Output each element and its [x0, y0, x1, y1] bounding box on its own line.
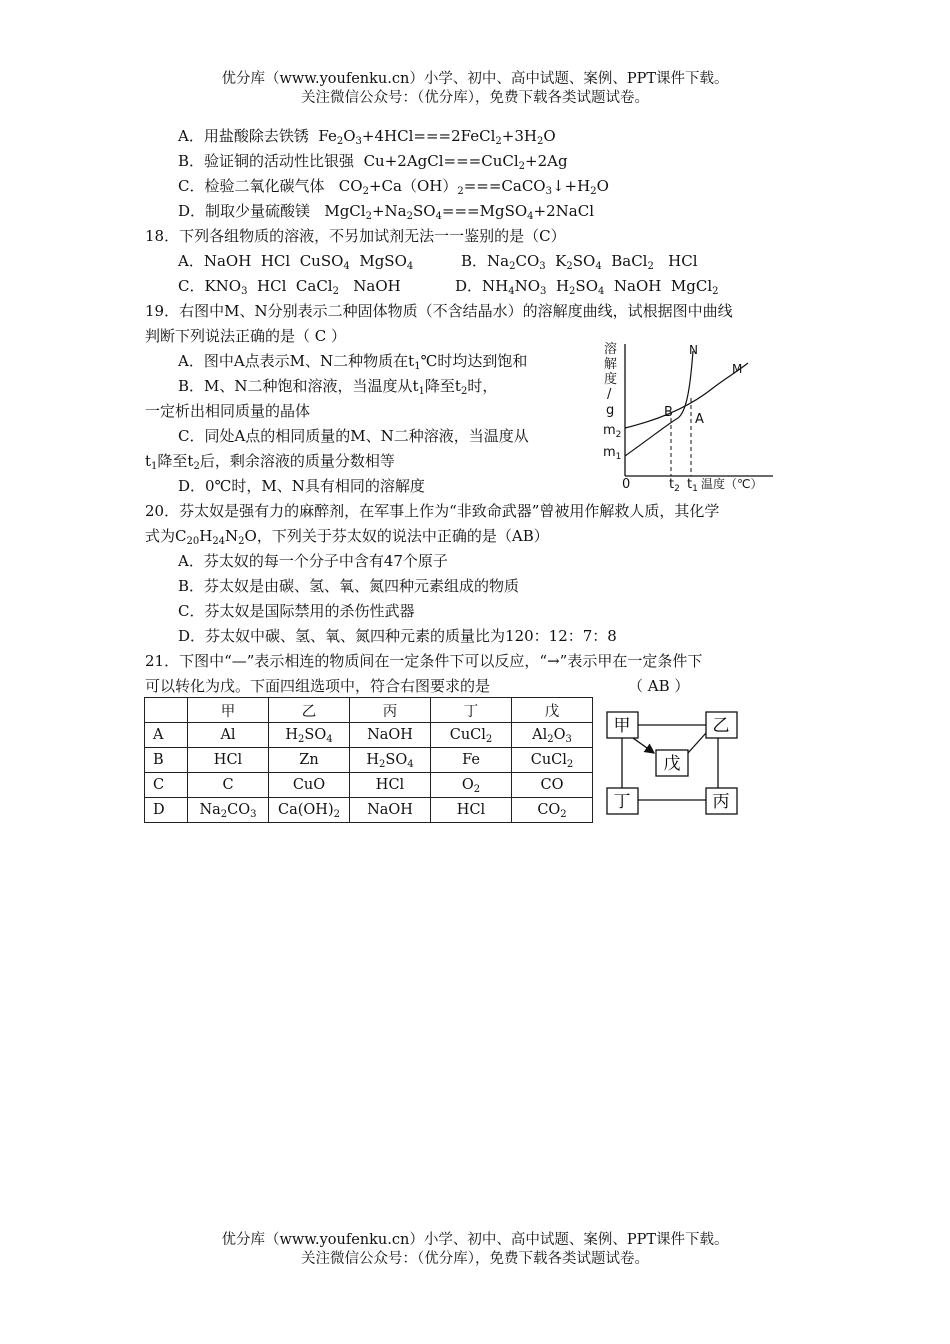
table-header	[145, 698, 188, 723]
curve-m-label: M	[732, 362, 743, 376]
table-header: 乙	[269, 698, 350, 723]
ylabel-char: g	[606, 403, 615, 418]
svg-text:乙: 乙	[712, 716, 730, 736]
q18-stem: 18．下列各组物质的溶液，不另加试剂无法一一鉴别的是（C）	[145, 227, 566, 245]
ylabel-char: /	[607, 387, 612, 402]
q17-option-a: A．用盐酸除去铁锈 $Fe_2O_3+4HCl===2FeCl_2+3H_2O$	[178, 127, 556, 147]
table-cell: CuCl$_2$	[431, 723, 512, 748]
arrow-jia-wu	[633, 738, 654, 753]
q17-option-c: C．检验二氧化碳气体 $CO_2+Ca(OH)_2===CaCO_3↓+H_2O$	[178, 177, 609, 197]
t2-label: $t_2$	[669, 477, 680, 494]
box-jia	[607, 712, 638, 738]
table-cell: $O_2$	[431, 773, 512, 798]
m2-label: $m_2$	[603, 423, 622, 440]
q20-option-c: C．芬太奴是国际禁用的杀伤性武器	[178, 602, 415, 620]
point-a-label: A	[695, 412, 704, 427]
solubility-graph	[598, 336, 788, 496]
q17-option-d: D．制取少量硫酸镁 $MgCl_2+Na_2SO_4===MgSO_4+2NaCl$	[178, 202, 595, 222]
q19-option-c-cont: $t_1$降至$t_2$后，剩余溶液的质量分数相等	[145, 452, 395, 472]
table-cell: $Na_2CO_3$	[188, 798, 269, 823]
origin-label: 0	[622, 477, 631, 492]
table-cell: $H_2SO_4$	[350, 748, 431, 773]
table-cell: HCl	[188, 748, 269, 773]
relation-diagram	[600, 705, 750, 815]
table-cell: $CO_2$	[512, 798, 593, 823]
table-cell: CO	[512, 773, 593, 798]
table-cell: HCl	[431, 798, 512, 823]
table-header: 戊	[512, 698, 593, 723]
q21-answer: （ AB ）	[628, 677, 690, 695]
q20-option-a: A．芬太奴的每一个分子中含有47个原子	[178, 552, 448, 570]
table-cell: HCl	[350, 773, 431, 798]
table-header: 丁	[431, 698, 512, 723]
q19-stem-2: 判断下列说法正确的是（ C ）	[145, 327, 347, 345]
table-cell: CuO	[269, 773, 350, 798]
q19-option-d: D．0℃时，M、N具有相同的溶解度	[178, 477, 425, 495]
ylabel-char: 解	[604, 357, 618, 372]
q20-stem-2: 式为$C_{20}H_{24}N_2O$，下列关于芬太奴的说法中正确的是（AB）	[145, 527, 549, 547]
table-header: 甲	[188, 698, 269, 723]
q19-option-a: A．图中A点表示M、N二种物质在$t_1℃$时均达到饱和	[178, 352, 528, 372]
point-b-label: B	[664, 405, 673, 420]
row-label: A	[145, 723, 188, 748]
table-row	[145, 723, 593, 748]
q18-option-d: D．$NH_4NO_3$ $H_2SO_4$ NaOH MgCl$_2$	[455, 277, 719, 297]
table-cell: CuCl$_2$	[512, 748, 593, 773]
table-header: 丙	[350, 698, 431, 723]
table-cell: NaOH	[350, 723, 431, 748]
q18-option-a: A．NaOH HCl CuSO$_4$ MgSO$_4$	[178, 252, 414, 272]
curve-m	[625, 363, 748, 428]
table-cell: C	[188, 773, 269, 798]
table-cell: $Al_2O_3$	[512, 723, 593, 748]
ylabel-char: 度	[604, 372, 618, 387]
q18-option-b: B．$Na_2CO_3$ $K_2SO_4$ BaCl$_2$ HCl	[461, 252, 698, 272]
row-label: B	[145, 748, 188, 773]
footer-line-1: 优分库（www.youfenku.cn）小学、初中、高中试题、案例、PPT课件下载。	[221, 1232, 729, 1248]
table-cell: Zn	[269, 748, 350, 773]
q21-stem-1: 21．下图中“—”表示相连的物质间在一定条件下可以反应，“→”表示甲在一定条件下	[145, 652, 703, 670]
answer-table	[144, 697, 593, 823]
curve-n	[625, 351, 693, 456]
table-cell: Fe	[431, 748, 512, 773]
q19-option-c: C．同处A点的相同质量的M、N二种溶液，当温度从	[178, 427, 529, 445]
box-yi	[706, 712, 737, 738]
box-wu	[656, 750, 688, 776]
svg-text:丁: 丁	[613, 792, 631, 812]
x-axis-label: 温度（℃）	[701, 477, 763, 491]
header-line-1: 优分库（www.youfenku.cn）小学、初中、高中试题、案例、PPT课件下载。	[221, 71, 729, 87]
table-cell: $Ca(OH)_2$	[269, 798, 350, 823]
table-cell: $H_2SO_4$	[269, 723, 350, 748]
row-label: C	[145, 773, 188, 798]
table-row	[145, 798, 593, 823]
q17-option-b: B．验证铜的活动性比银强 Cu+2AgCl===CuCl$_2$+2Ag	[178, 152, 568, 172]
box-ding	[607, 788, 638, 814]
header-line-2: 关注微信公众号：（优分库），免费下载各类试题试卷。	[301, 90, 649, 106]
q21-stem-2: 可以转化为戊。下面四组选项中，符合右图要求的是	[145, 677, 491, 695]
q19-option-b-cont: 一定析出相同质量的晶体	[145, 402, 311, 420]
svg-text:丙: 丙	[712, 792, 730, 812]
table-row	[145, 773, 593, 798]
svg-text:甲: 甲	[613, 716, 631, 736]
table-row	[145, 748, 593, 773]
svg-text:戊: 戊	[663, 754, 681, 774]
q19-option-b: B．M、N二种饱和溶液，当温度从$t_1$降至$t_2$时，	[178, 377, 498, 397]
q20-option-b: B．芬太奴是由碳、氢、氧、氮四种元素组成的物质	[178, 577, 520, 595]
table-cell: NaOH	[350, 798, 431, 823]
ylabel-char: 溶	[604, 342, 618, 357]
line-yi-wu	[688, 733, 706, 753]
row-label: D	[145, 798, 188, 823]
m1-label: $m_1$	[603, 445, 622, 462]
table-header-row	[145, 698, 593, 723]
table-cell: Al	[188, 723, 269, 748]
box-bing	[706, 788, 737, 814]
t1-label: $t_1$	[687, 477, 698, 494]
footer-line-2: 关注微信公众号：（优分库），免费下载各类试题试卷。	[301, 1251, 649, 1267]
q20-option-d: D．芬太奴中碳、氢、氧、氮四种元素的质量比为120：12：7：8	[178, 627, 617, 645]
q18-option-c: C．$KNO_3$ HCl CaCl$_2$ NaOH	[178, 277, 401, 297]
q19-stem-1: 19．右图中M、N分别表示二种固体物质（不含结晶水）的溶解度曲线，试根据图中曲线	[145, 302, 733, 320]
curve-n-label: N	[689, 343, 698, 357]
q20-stem-1: 20．芬太奴是强有力的麻醉剂，在军事上作为“非致命武器”曾被用作解救人质，其化学	[145, 502, 720, 520]
